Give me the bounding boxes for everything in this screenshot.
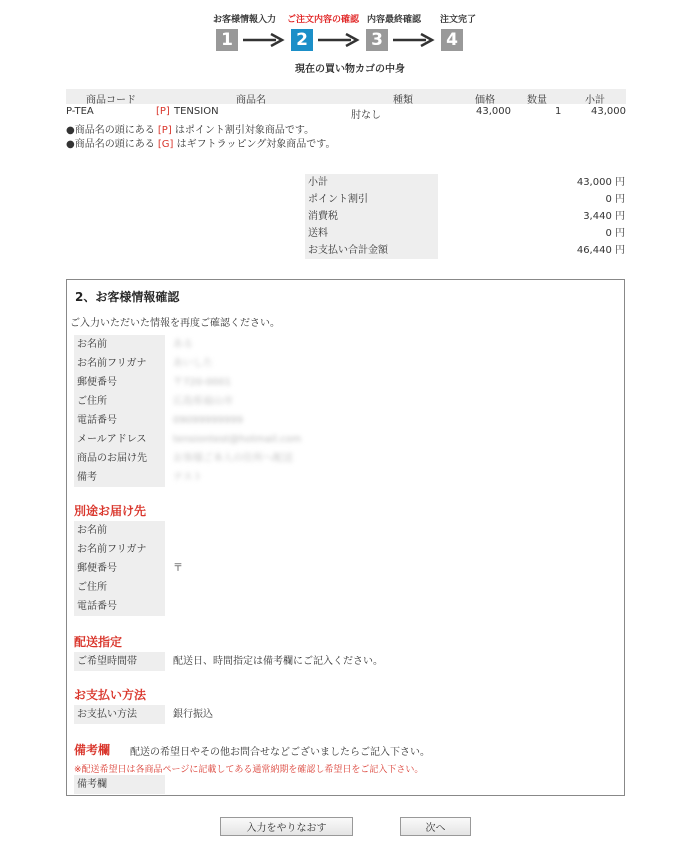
- field-value: 広島県福山市: [173, 396, 233, 407]
- customer-info-intro: ご入力いただいた情報を再度ご確認ください。: [70, 318, 280, 329]
- field-label: お名前: [74, 335, 165, 354]
- note-text: はギフトラッピング対象商品です。: [173, 139, 336, 150]
- item-price: 43,000: [476, 106, 511, 117]
- totals-row-grand-total: [305, 242, 627, 259]
- customer-info-panel: [66, 279, 625, 796]
- field-label: 電話番号: [74, 411, 165, 430]
- field-label: お名前: [74, 521, 165, 540]
- arrow-right-icon: [393, 33, 435, 47]
- step-2-label: ご注文内容の確認: [287, 15, 360, 25]
- item-name: TENSION: [174, 106, 219, 117]
- totals-value: 46,440 円: [576, 245, 625, 256]
- col-code: 商品コード: [86, 95, 136, 106]
- field-row: [74, 597, 474, 616]
- note-gift: [66, 138, 335, 152]
- field-row: [74, 411, 474, 430]
- note-tag: [G]: [157, 139, 174, 150]
- item-subtotal: 43,000: [591, 106, 626, 117]
- field-label: 商品のお届け先: [74, 449, 165, 468]
- field-row: [74, 430, 474, 449]
- note-text: ●商品名の頭にある: [66, 125, 158, 136]
- delivery-title: 配送指定: [74, 635, 123, 649]
- arrow-right-icon: [243, 33, 285, 47]
- separate-delivery-fields: [74, 521, 474, 616]
- col-type: 種類: [393, 95, 413, 106]
- step-1-label: お客様情報入力: [213, 15, 277, 25]
- col-name: 商品名: [236, 95, 266, 106]
- item-code: P-TEA: [66, 106, 94, 117]
- field-value: 〒: [173, 563, 183, 574]
- payment-fields: [74, 705, 474, 724]
- order-progress-stepper: [210, 12, 480, 52]
- field-label: 郵便番号: [74, 373, 165, 392]
- remarks-warning: ※配送希望日は各商品ページに記載してある通常納期を確認し希望日をご記入下さい。: [74, 765, 424, 775]
- totals-label: お支払い合計金額: [305, 242, 438, 259]
- col-price: 価格: [475, 95, 495, 106]
- field-row: [74, 578, 474, 597]
- field-row: [74, 449, 474, 468]
- payment-title: お支払い方法: [74, 688, 147, 702]
- step-1-number: 1: [216, 29, 238, 51]
- note-point: [66, 124, 335, 138]
- field-value: お客様ご本人の住所へ配送: [173, 453, 293, 464]
- field-value: 〒720-0001: [173, 377, 232, 388]
- field-value: あいした: [173, 358, 213, 369]
- step-4-label: 注文完了: [440, 15, 477, 25]
- delivery-fields: [74, 652, 474, 671]
- totals-row-subtotal: [305, 174, 627, 191]
- cart-table-header: [66, 89, 626, 104]
- col-subtotal: 小計: [585, 95, 605, 106]
- field-label: お名前フリガナ: [74, 354, 165, 373]
- field-label: ご住所: [74, 578, 165, 597]
- item-type: 肘なし: [351, 110, 381, 121]
- field-value: 銀行振込: [173, 709, 213, 720]
- customer-fields: [74, 335, 474, 487]
- field-label: ご住所: [74, 392, 165, 411]
- field-row: [74, 468, 474, 487]
- col-qty: 数量: [527, 95, 547, 106]
- totals-row-tax: [305, 208, 627, 225]
- field-row: [74, 521, 474, 540]
- field-value: 配送日、時間指定は備考欄にご記入ください。: [173, 656, 383, 667]
- next-button[interactable]: 次へ: [400, 817, 471, 836]
- table-row: [66, 104, 626, 120]
- totals-table: [305, 174, 627, 259]
- field-value: 09099999999: [173, 415, 243, 426]
- field-row: [74, 652, 474, 671]
- field-value: tensiontest@hotmail.com: [173, 434, 302, 445]
- field-label: メールアドレス: [74, 430, 165, 449]
- field-label: 備考欄: [74, 775, 165, 794]
- totals-label: 小計: [305, 174, 438, 191]
- item-point-tag: [P]: [156, 106, 170, 117]
- field-row: [74, 775, 474, 794]
- field-value: テスト: [173, 472, 203, 483]
- totals-value: 3,440 円: [583, 211, 625, 222]
- field-label: 郵便番号: [74, 559, 165, 578]
- arrow-right-icon: [318, 33, 360, 47]
- remarks-description: 配送の希望日やその他お問合せなどございましたらご記入下さい。: [130, 747, 430, 758]
- remarks-fields: [74, 775, 474, 794]
- remarks-title: 備考欄: [74, 743, 111, 757]
- separate-delivery-title: 別途お届け先: [74, 504, 147, 518]
- totals-value: 43,000 円: [576, 177, 625, 188]
- field-row: [74, 373, 474, 392]
- item-qty: 1: [555, 106, 562, 117]
- field-label: ご希望時間帯: [74, 652, 165, 671]
- cart-heading: 現在の買い物カゴの中身: [295, 64, 405, 75]
- field-row: [74, 392, 474, 411]
- totals-value: 0 円: [605, 228, 625, 239]
- field-row: [74, 354, 474, 373]
- field-row: [74, 540, 474, 559]
- step-3-number: 3: [366, 29, 388, 51]
- totals-label: ポイント割引: [305, 191, 438, 208]
- note-tag: [P]: [157, 125, 172, 136]
- cart-notes: [66, 124, 335, 152]
- field-label: お名前フリガナ: [74, 540, 165, 559]
- totals-row-shipping: [305, 225, 627, 242]
- note-text: はポイント割引対象商品です。: [171, 125, 315, 136]
- field-label: 電話番号: [74, 597, 165, 616]
- field-label: 備考: [74, 468, 165, 487]
- cart-table: [66, 89, 626, 120]
- totals-label: 送料: [305, 225, 438, 242]
- totals-label: 消費税: [305, 208, 438, 225]
- step-4-number: 4: [441, 29, 463, 51]
- totals-row-point-discount: [305, 191, 627, 208]
- customer-info-title: 2、お客様情報確認: [75, 290, 180, 304]
- field-row: [74, 335, 474, 354]
- totals-value: 0 円: [605, 194, 625, 205]
- field-value: ある: [173, 339, 193, 350]
- field-row: [74, 705, 474, 724]
- note-text: ●商品名の頭にある: [66, 139, 158, 150]
- field-label: お支払い方法: [74, 705, 165, 724]
- step-2-number: 2: [291, 29, 313, 51]
- redo-input-button[interactable]: 入力をやりなおす: [220, 817, 353, 836]
- field-row: [74, 559, 474, 578]
- step-3-label: 内容最終確認: [367, 15, 422, 25]
